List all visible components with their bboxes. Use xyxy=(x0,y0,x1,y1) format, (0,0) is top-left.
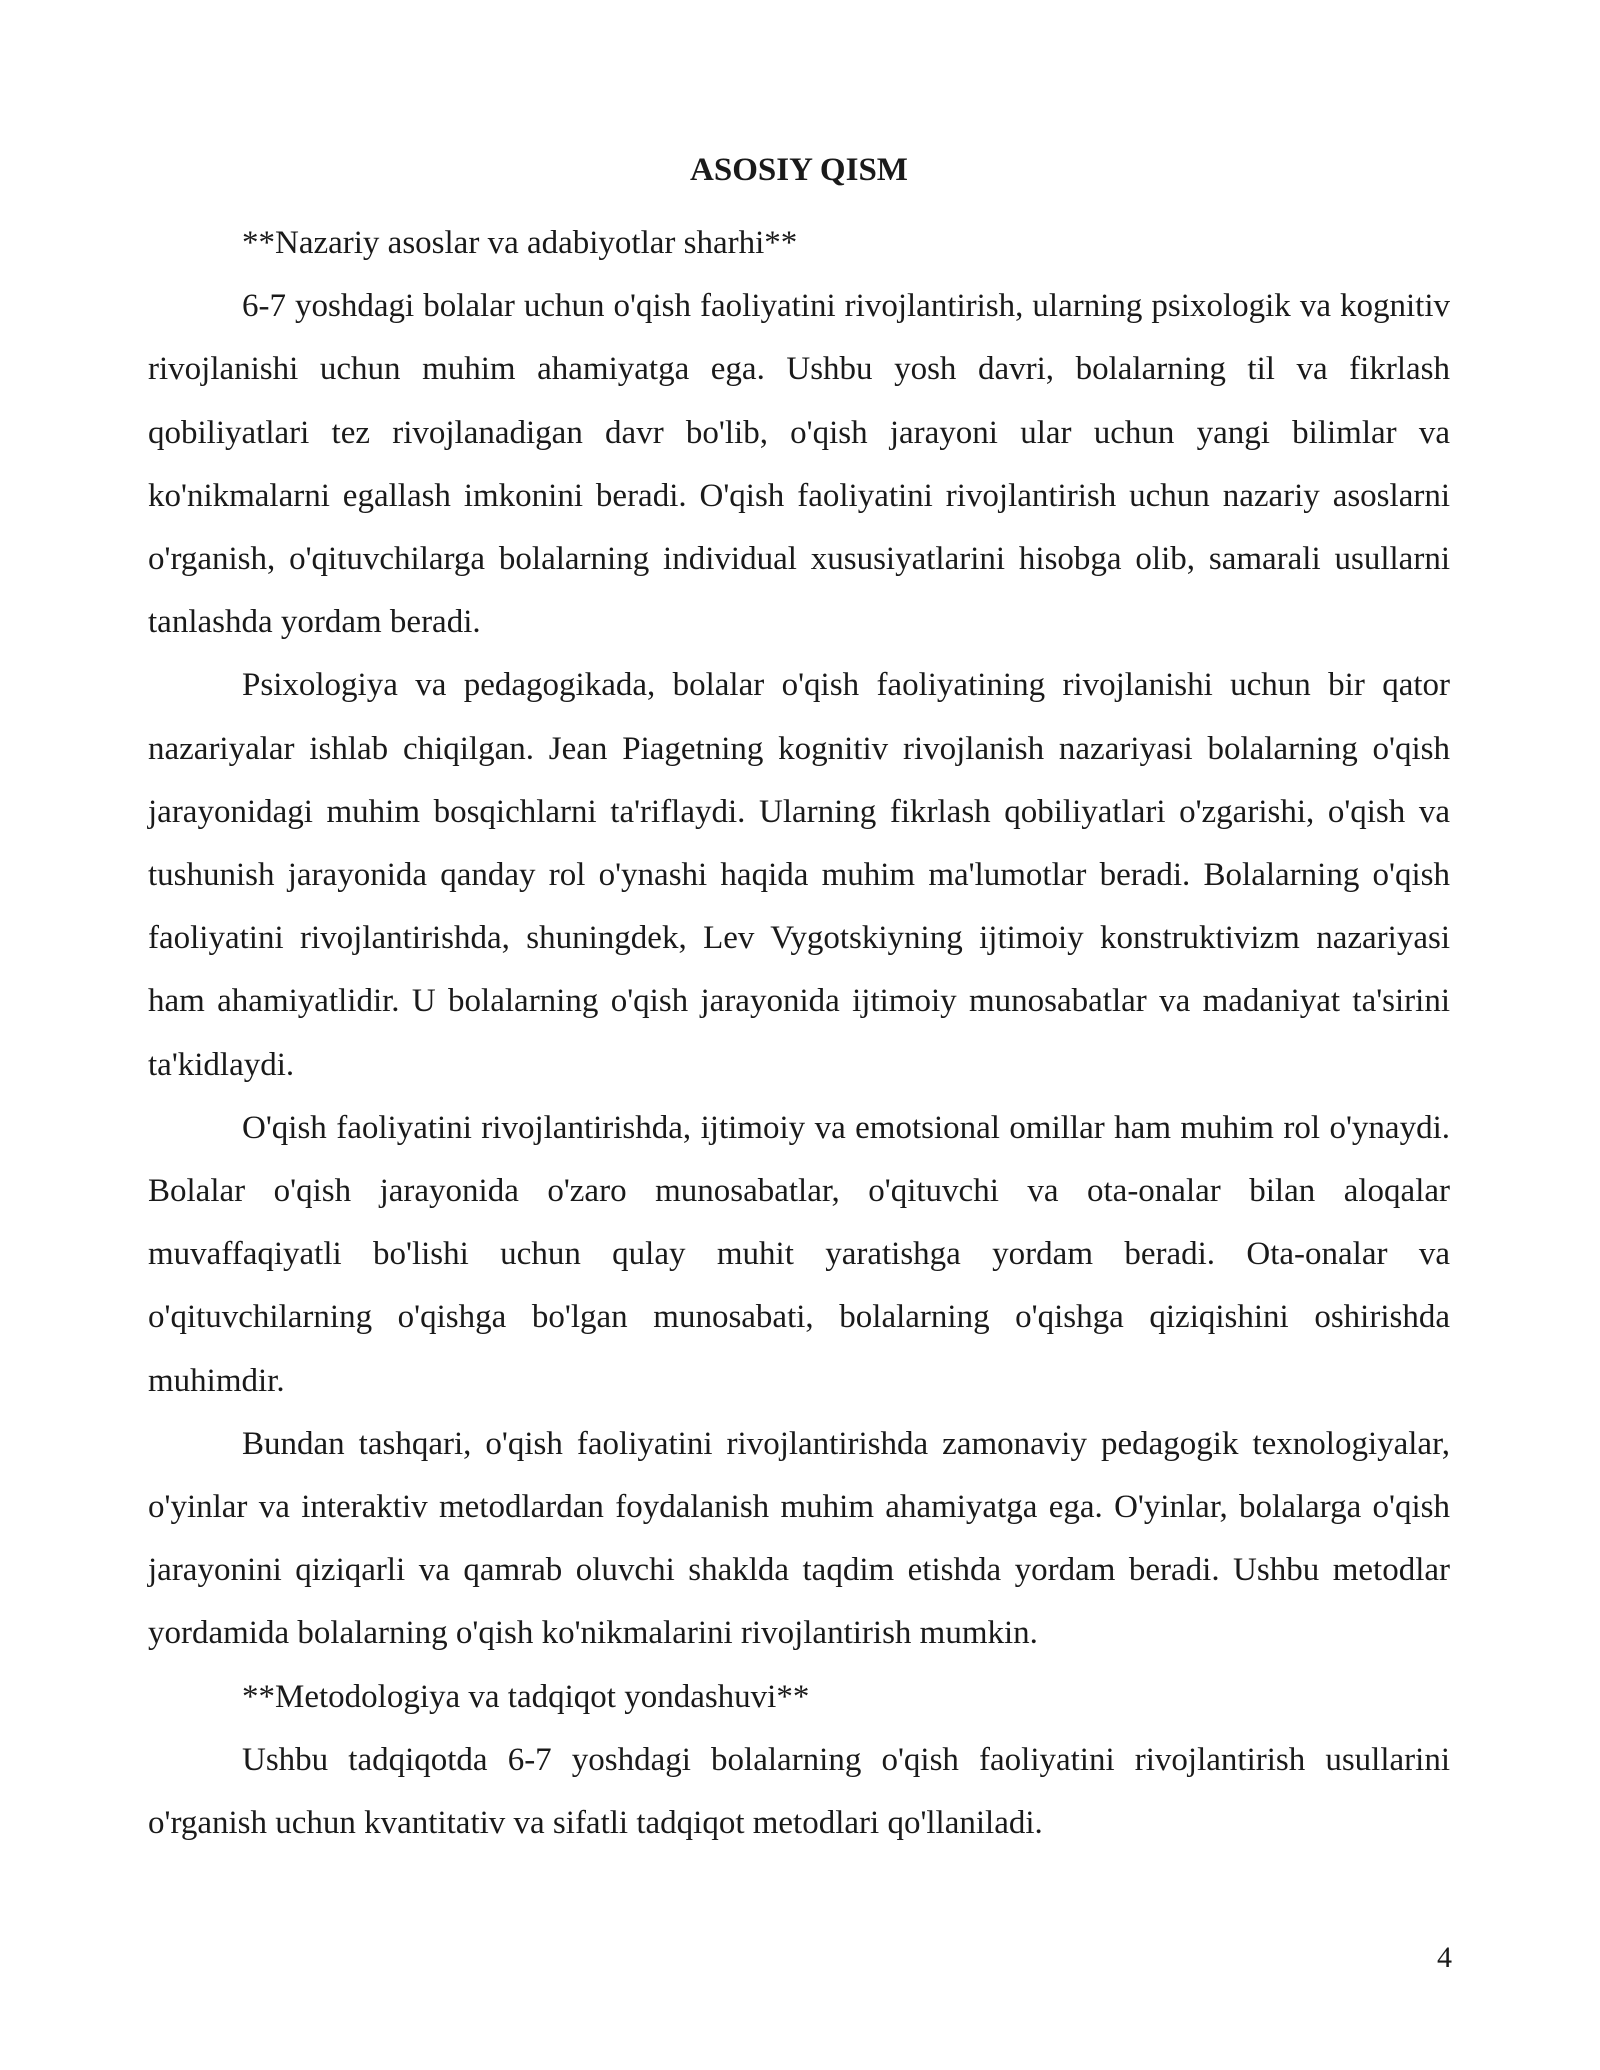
paragraph-theory-4: Bundan tashqari, o'qish faoliyatini rivojlantirishda zamonaviy pedagogik texnologiyalar, o'yinlar va interaktiv metodlardan foydalanish muhim ahamiyatga ega. O'yinlar, bolalarga o'qish jarayonini qiziqarli va qamrab oluvchi shaklda taqdim etishda yordam beradi. Ushbu metodlar yordamida bolalarning o'qish ko'nikmalarini rivojlantirish mumkin. xyxy=(148,1425,1450,1652)
paragraph-theory-3: O'qish faoliyatini rivojlantirishda, ijtimoiy va emotsional omillar ham muhim rol o'ynaydi. Bolalar o'qish jarayonida o'zaro munosabatlar, o'qituvchi va ota-onalar bilan aloqalar muvaffaqiyatli bo'lishi uchun qulay muhit yaratishga yordam beradi. Ota-onalar va o'qituvchilarning o'qishga bo'lgan munosabati, bolalarning o'qishga qiziqishini oshirishda muhimdir. xyxy=(148,1109,1450,1399)
paragraph-theory-1: 6-7 yoshdagi bolalar uchun o'qish faoliyatini rivojlantirish, ularning psixologik va kognitiv rivojlanishi uchun muhim ahamiyatga ega. Ushbu yosh davri, bolalarning til va fikrlash qobiliyatlari tez rivojlanadigan davr bo'lib, o'qish jarayoni ular uchun yangi bilimlar va ko'nikmalarni egallash imkonini beradi. O'qish faoliyatini rivojlantirish uchun nazariy asoslarni o'rganish, o'qituvchilarga bolalarning individual xususiyatlarini hisobga olib, samarali usullarni tanlashda yordam beradi. xyxy=(148,288,1450,641)
section-heading-methodology: **Metodologiya va tadqiqot yondashuvi** xyxy=(242,1678,810,1715)
paragraph-methodology-1: Ushbu tadqiqotda 6-7 yoshdagi bolalarning o'qish faoliyatini rivojlantirish usullarini o'rganish uchun kvantitativ va sifatli tadqiqot metodlari qo'llaniladi. xyxy=(148,1741,1450,1842)
page-title: ASOSIY QISM xyxy=(690,152,908,188)
paragraph-theory-2: Psixologiya va pedagogikada, bolalar o'qish faoliyatining rivojlanishi uchun bir qator nazariyalar ishlab chiqilgan. Jean Piagetning kognitiv rivojlanish nazariyasi bolalarning o'qish jarayonidagi muhim bosqichlarni ta'riflaydi. Ularning fikrlash qobiliyatlari o'zgarishi, o'qish va tushunish jarayonida qanday rol o'ynashi haqida muhim ma'lumotlar beradi. Bolalarning o'qish faoliyatini rivojlantirishda, shuningdek, Lev Vygotskiyning ijtimoiy konstruktivizm nazariyasi ham ahamiyatlidir. U bolalarning o'qish jarayonida ijtimoiy munosabatlar va madaniyat ta'sirini ta'kidlaydi. xyxy=(148,667,1450,1083)
page-number: 4 xyxy=(1437,1941,1452,1974)
section-heading-theory: **Nazariy asoslar va adabiyotlar sharhi** xyxy=(242,225,798,261)
document-page xyxy=(148,150,1450,1855)
